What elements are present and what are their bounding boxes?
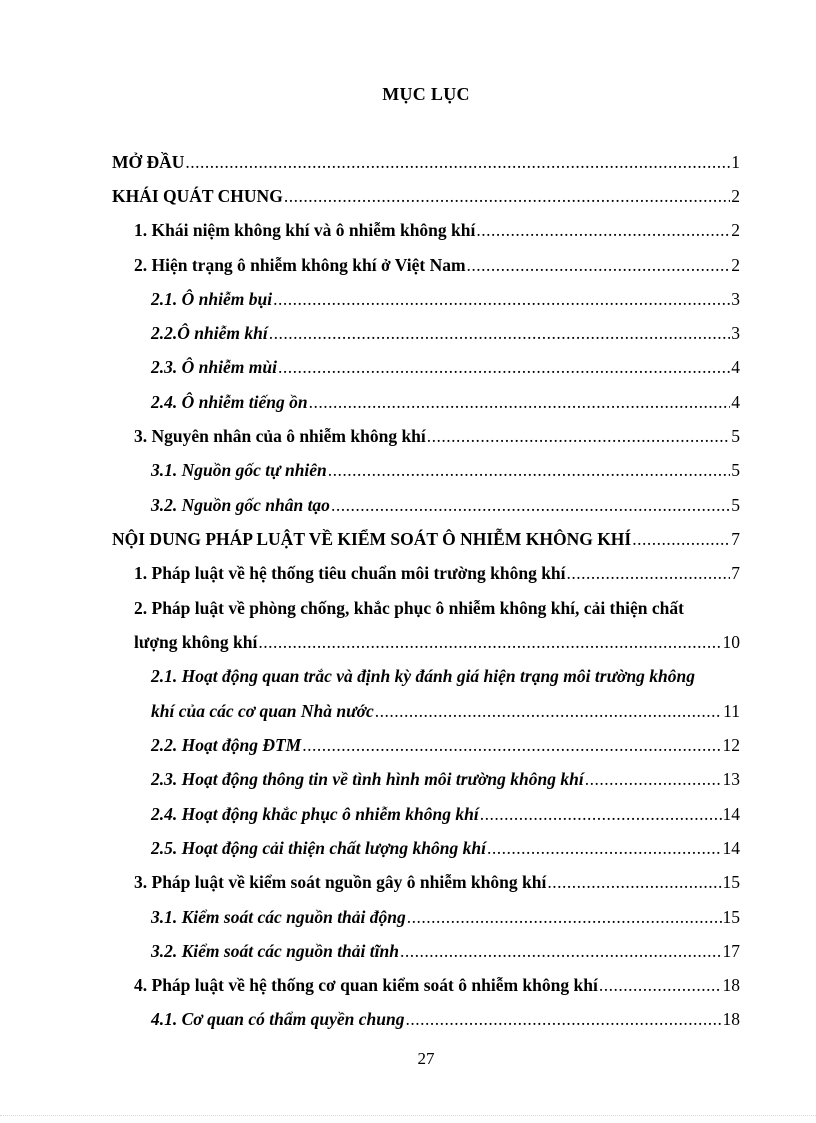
toc-entry-continuation[interactable] [134,630,740,654]
toc-entry-page: 11 [723,701,740,721]
toc-entry[interactable] [151,905,740,929]
toc-entry-page: 4 [731,357,740,377]
toc-dot-leader [427,424,730,448]
toc-entry-page: 14 [722,838,740,858]
toc-entry[interactable] [151,493,740,517]
toc-dot-leader [278,355,730,379]
toc-dot-leader [328,458,730,482]
toc-entry[interactable] [112,184,740,208]
toc-entry-page: 5 [731,426,740,446]
toc-entry-text: 2.3. Hoạt động thông tin về tình hình môi trường không khí [151,769,584,789]
toc-entry-page: 12 [722,735,740,755]
toc-entry-text: 2.1. Ô nhiễm bụi [151,289,273,309]
toc-entry[interactable] [134,561,740,585]
toc-entry-page: 1 [731,152,740,172]
toc-entry-text: 2.2. Hoạt động ĐTM [151,735,302,755]
toc-entry[interactable] [112,527,740,551]
toc-entry-text: 1. Pháp luật về hệ thống tiêu chuẩn môi trường không khí [134,563,566,583]
toc-entry-text: 4.1. Cơ quan có thẩm quyền chung [151,1009,405,1029]
toc-entry-page: 18 [722,975,740,995]
toc-entry-text: 2.4. Hoạt động khắc phục ô nhiễm không khí [151,804,479,824]
toc-entry-page: 2 [731,255,740,275]
toc-entry[interactable] [112,150,740,174]
toc-entry-text: 2.2.Ô nhiễm khí [151,323,268,343]
toc-dot-leader [309,390,731,414]
toc-entry-text: 3.1. Kiểm soát các nguồn thải động [151,907,406,927]
toc-dot-leader [273,287,730,311]
toc-entry-page: 14 [722,804,740,824]
toc-entry-page: 18 [722,1009,740,1029]
toc-entry-text: 2.3. Ô nhiễm mùi [151,357,277,377]
toc-entry-text: 4. Pháp luật về hệ thống cơ quan kiểm soát ô nhiễm không khí [134,975,598,995]
toc-entry-page: 2 [731,220,740,240]
toc-dot-leader [375,699,722,723]
toc-entry[interactable] [151,939,740,963]
toc-dot-leader [480,802,722,826]
toc-entry[interactable] [151,458,740,482]
toc-entry-text: 2.4. Ô nhiễm tiếng ồn [151,392,308,412]
toc-dot-leader [258,630,721,654]
toc-entry-text: 2. Hiện trạng ô nhiễm không khí ở Việt Nam [134,255,466,275]
toc-entry-page: 3 [731,323,740,343]
toc-entry[interactable] [134,596,740,629]
toc-dot-leader [599,973,722,997]
toc-entry-page: 3 [731,289,740,309]
toc-dot-leader [585,767,722,791]
toc-title: MỤC LỤC [382,84,470,104]
toc-entry[interactable] [134,870,740,894]
toc-entry-page: 7 [731,563,740,583]
toc-entry[interactable] [134,424,740,448]
toc-entry-text: MỞ ĐẦU [112,152,185,172]
toc-dot-leader [185,150,730,174]
toc-entry-text: 3. Nguyên nhân của ô nhiễm không khí [134,426,426,446]
toc-dot-leader [284,184,730,208]
toc-dot-leader [407,905,722,929]
toc-entry-page: 13 [722,769,740,789]
toc-entry[interactable] [151,355,740,379]
toc-entry-text: 1. Khái niệm không khí và ô nhiễm không khí [134,220,476,240]
toc-entry-page: 7 [731,529,740,549]
toc-entry[interactable] [151,733,740,757]
toc-entry-text-line2: khí của các cơ quan Nhà nước [151,701,374,721]
toc-entry[interactable] [134,973,740,997]
toc-entry-text: NỘI DUNG PHÁP LUẬT VỀ KIỂM SOÁT Ô NHIỄM KHÔNG KHÍ [112,529,632,549]
toc-entry-text: 3.2. Nguồn gốc nhân tạo [151,495,330,515]
toc-dot-leader [331,493,730,517]
toc-dot-leader [567,561,731,585]
toc-entry-text: KHÁI QUÁT CHUNG [112,186,283,206]
toc-entry[interactable] [134,253,740,277]
toc-entry-page: 10 [722,632,740,652]
toc-entry[interactable] [151,1007,740,1031]
toc-dot-leader [487,836,722,860]
toc-entry-page: 5 [731,460,740,480]
toc-dot-leader [269,321,731,345]
toc-entry-page: 15 [722,907,740,927]
page-number: 27 [417,1049,435,1068]
toc-dot-leader [547,870,721,894]
toc-dot-leader [632,527,730,551]
toc-dot-leader [476,218,730,242]
toc-entry[interactable] [151,287,740,311]
page-bottom-rule [0,1115,816,1116]
toc-entry[interactable] [134,218,740,242]
toc-entry-page: 17 [722,941,740,961]
toc-entry-text-line1: 2. Pháp luật về phòng chống, khắc phục ô nhiễm không khí, cải thiện chất [134,598,684,618]
toc-entry-text: 3. Pháp luật về kiểm soát nguồn gây ô nhiễm không khí [134,872,547,892]
toc-entry-text-line1: 2.1. Hoạt động quan trắc và định kỳ đánh giá hiện trạng môi trường không [151,666,696,686]
toc-entry-page: 2 [731,186,740,206]
toc-entry-text-line2: lượng không khí [134,632,258,652]
toc-entry-text: 3.1. Nguồn gốc tự nhiên [151,460,327,480]
toc-entry-page: 15 [722,872,740,892]
toc-entry[interactable] [151,664,740,697]
toc-dot-leader [405,1007,721,1031]
toc-dot-leader [302,733,721,757]
toc-entry[interactable] [151,321,740,345]
toc-dot-leader [467,253,731,277]
toc-dot-leader [400,939,722,963]
toc-entry-continuation[interactable] [151,699,740,723]
toc-entry[interactable] [151,836,740,860]
toc-entry-page: 5 [731,495,740,515]
toc-entry[interactable] [151,767,740,791]
toc-entry-page: 4 [731,392,740,412]
toc-entry[interactable] [151,390,740,414]
toc-entry-text: 2.5. Hoạt động cải thiện chất lượng không khí [151,838,486,858]
toc-entry-text: 3.2. Kiểm soát các nguồn thải tĩnh [151,941,399,961]
toc-entry[interactable] [151,802,740,826]
